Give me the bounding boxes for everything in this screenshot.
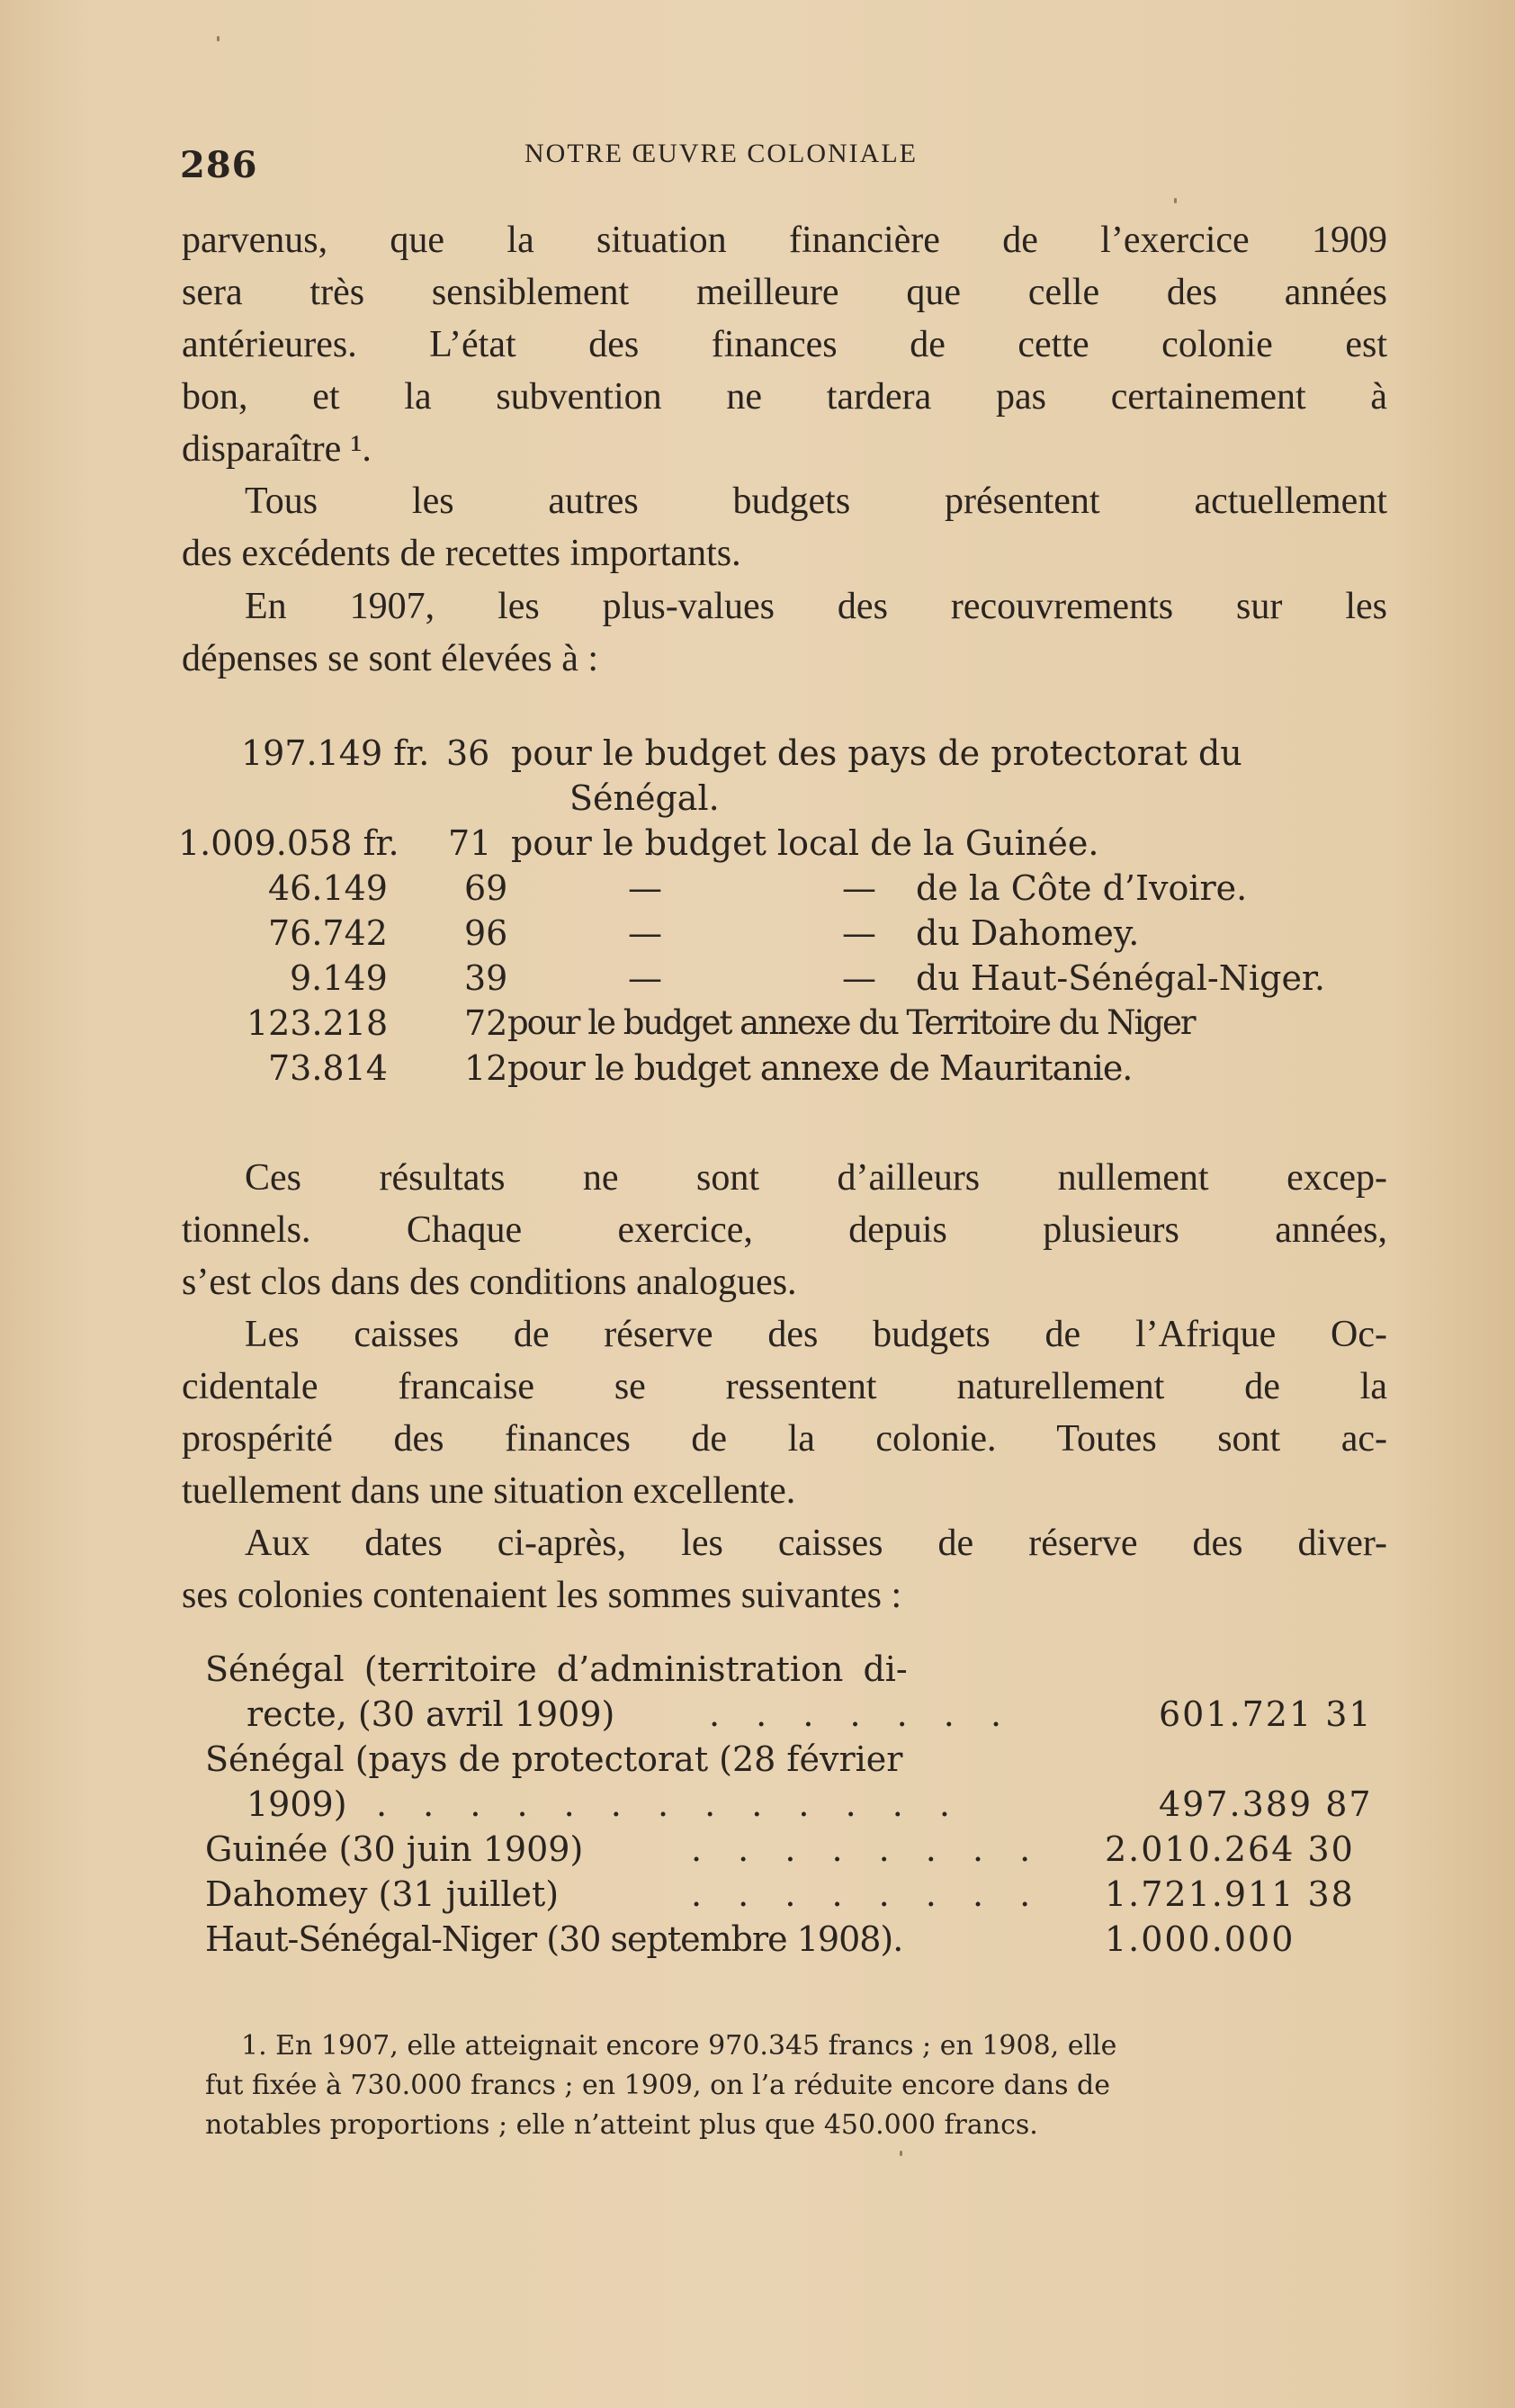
paragraph-1907-surpluses [182, 580, 1387, 685]
leader-dots: . . . . . . . . [691, 1829, 1044, 1869]
paragraph-reserve-funds [182, 1308, 1387, 1517]
page-header [180, 128, 1394, 186]
reserve-label: Dahomey (31 juillet) [205, 1874, 560, 1914]
text-line-footnote-ref: disparaître ¹. [182, 428, 372, 470]
description: du Dahomey. [916, 913, 1140, 953]
ditto-dash: — [628, 913, 662, 953]
text-line: ses colonies contenaient les sommes suivantes : [182, 1575, 902, 1616]
text-line: tionnels. Chaque exercice, depuis plusieurs années, [182, 1209, 1387, 1251]
cents: 96 [464, 913, 508, 953]
budget-row [241, 1046, 1411, 1091]
text-line: sera très sensiblement meilleure que celle des années [182, 272, 1387, 313]
budget-surplus-list [178, 731, 1411, 1091]
reserve-row [205, 1782, 1411, 1827]
cents: 69 [464, 868, 508, 908]
description: pour le budget local de la Guinée. [511, 823, 1099, 863]
description-continuation: Sénégal. [569, 778, 720, 818]
cents: 71 [448, 823, 492, 863]
reserve-label: Sénégal (territoire d’administration di- [205, 1649, 908, 1689]
cents: 39 [464, 958, 508, 998]
budget-row [178, 821, 1411, 866]
reserve-funds-list [205, 1647, 1411, 1962]
text-line: Les caisses de réserve des budgets de l’Afrique Oc- [245, 1314, 1387, 1355]
description: pour le budget annexe du Territoire du Niger [507, 1003, 1195, 1042]
ditto-dash: — [628, 958, 662, 998]
reserve-value: 497.389 87 [1159, 1784, 1373, 1824]
reserve-label: Guinée (30 juin 1909) [205, 1829, 584, 1869]
page-number: 286 [180, 144, 258, 186]
paper-speck [900, 2151, 902, 2156]
text-line: cidentale francaise se ressentent naturellement de la [182, 1366, 1387, 1407]
text-line: antérieures. L’état des finances de cette colonie est [182, 324, 1387, 365]
text-line: Tous les autres budgets présentent actuellement [245, 481, 1387, 522]
amount: 9.149 [290, 958, 388, 998]
reserve-row-label [205, 1737, 1411, 1782]
cents: 36 [446, 733, 490, 773]
cents: 72 [464, 1003, 508, 1043]
text-line: parvenus, que la situation financière de l’exercice 1909 [182, 220, 1387, 261]
text-line: tuellement dans une situation excellente. [182, 1470, 796, 1512]
leader-dots: . . . . . . . . . . . . . [376, 1784, 963, 1824]
reserve-row [205, 1872, 1411, 1917]
leader-dots: . . . . . . . . [691, 1874, 1044, 1914]
leader-dots: . . . . . . . [709, 1694, 1015, 1734]
text-line: Aux dates ci-après, les caisses de réserve des diver- [245, 1523, 1387, 1564]
reserve-row [205, 1917, 1411, 1962]
amount: 197.149 fr. [241, 733, 430, 773]
reserve-value: 601.721 31 [1159, 1694, 1373, 1734]
paper-speck [217, 36, 220, 41]
paragraph-not-exceptional [182, 1152, 1387, 1308]
text-line: En 1907, les plus-values des recouvrements sur les [245, 586, 1387, 627]
description: du Haut-Sénégal-Niger. [916, 958, 1325, 998]
description: de la Côte d’Ivoire. [916, 868, 1248, 908]
text-line: dépenses se sont élevées à : [182, 638, 599, 679]
paragraph-financial-situation [182, 214, 1387, 475]
amount: 76.742 [268, 913, 388, 953]
paragraph-reserve-dates [182, 1517, 1387, 1622]
ditto-dash: — [628, 868, 662, 908]
footnote [205, 2026, 1411, 2145]
ditto-dash: — [842, 868, 876, 908]
footnote-line: notables proportions ; elle n’atteint plus que 450.000 francs. [205, 2109, 1038, 2141]
reserve-value: 1.721.911 38 [1105, 1874, 1355, 1914]
reserve-row [205, 1827, 1411, 1872]
budget-row [241, 956, 1411, 1001]
reserve-label: Sénégal (pays de protectorat (28 février [205, 1739, 903, 1779]
paper-speck [1174, 198, 1177, 203]
paragraph-other-budgets [182, 475, 1387, 580]
reserve-label-continuation: 1909) [247, 1784, 347, 1824]
text-line: prospérité des finances de la colonie. Toutes sont ac- [182, 1418, 1387, 1460]
text-line: s’est clos dans des conditions analogues. [182, 1262, 797, 1303]
text-line: Ces résultats ne sont d’ailleurs nullement excep- [245, 1157, 1387, 1199]
description: pour le budget des pays de protectorat du [511, 733, 1242, 773]
budget-row [241, 866, 1411, 911]
budget-row [241, 911, 1411, 956]
description: pour le budget annexe de Mauritanie. [507, 1048, 1133, 1088]
reserve-value: 2.010.264 30 [1105, 1829, 1355, 1869]
cents: 12 [464, 1048, 508, 1088]
amount: 123.218 [247, 1003, 389, 1043]
reserve-value: 1.000.000 [1105, 1919, 1295, 1959]
reserve-label-continuation: recte, (30 avril 1909) [247, 1694, 615, 1734]
budget-row [241, 731, 1411, 776]
budget-row-continuation [241, 776, 1411, 821]
footnote-line: fut fixée à 730.000 francs ; en 1909, on l’a réduite encore dans de [205, 2070, 1110, 2101]
amount: 1.009.058 fr. [178, 823, 399, 863]
text-line: bon, et la subvention ne tardera pas certainement à [182, 376, 1387, 418]
text-line: des excédents de recettes importants. [182, 533, 741, 574]
ditto-dash: — [842, 958, 876, 998]
reserve-row [205, 1692, 1411, 1737]
ditto-dash: — [842, 913, 876, 953]
running-title: NOTRE ŒUVRE COLONIALE [524, 139, 918, 168]
footnote-line: 1. En 1907, elle atteignait encore 970.345 francs ; en 1908, elle [241, 2030, 1117, 2062]
amount: 73.814 [268, 1048, 388, 1088]
reserve-label: Haut-Sénégal-Niger (30 septembre 1908). [205, 1919, 903, 1959]
budget-row [241, 1001, 1411, 1046]
amount: 46.149 [268, 868, 388, 908]
reserve-row-label [205, 1647, 1411, 1692]
